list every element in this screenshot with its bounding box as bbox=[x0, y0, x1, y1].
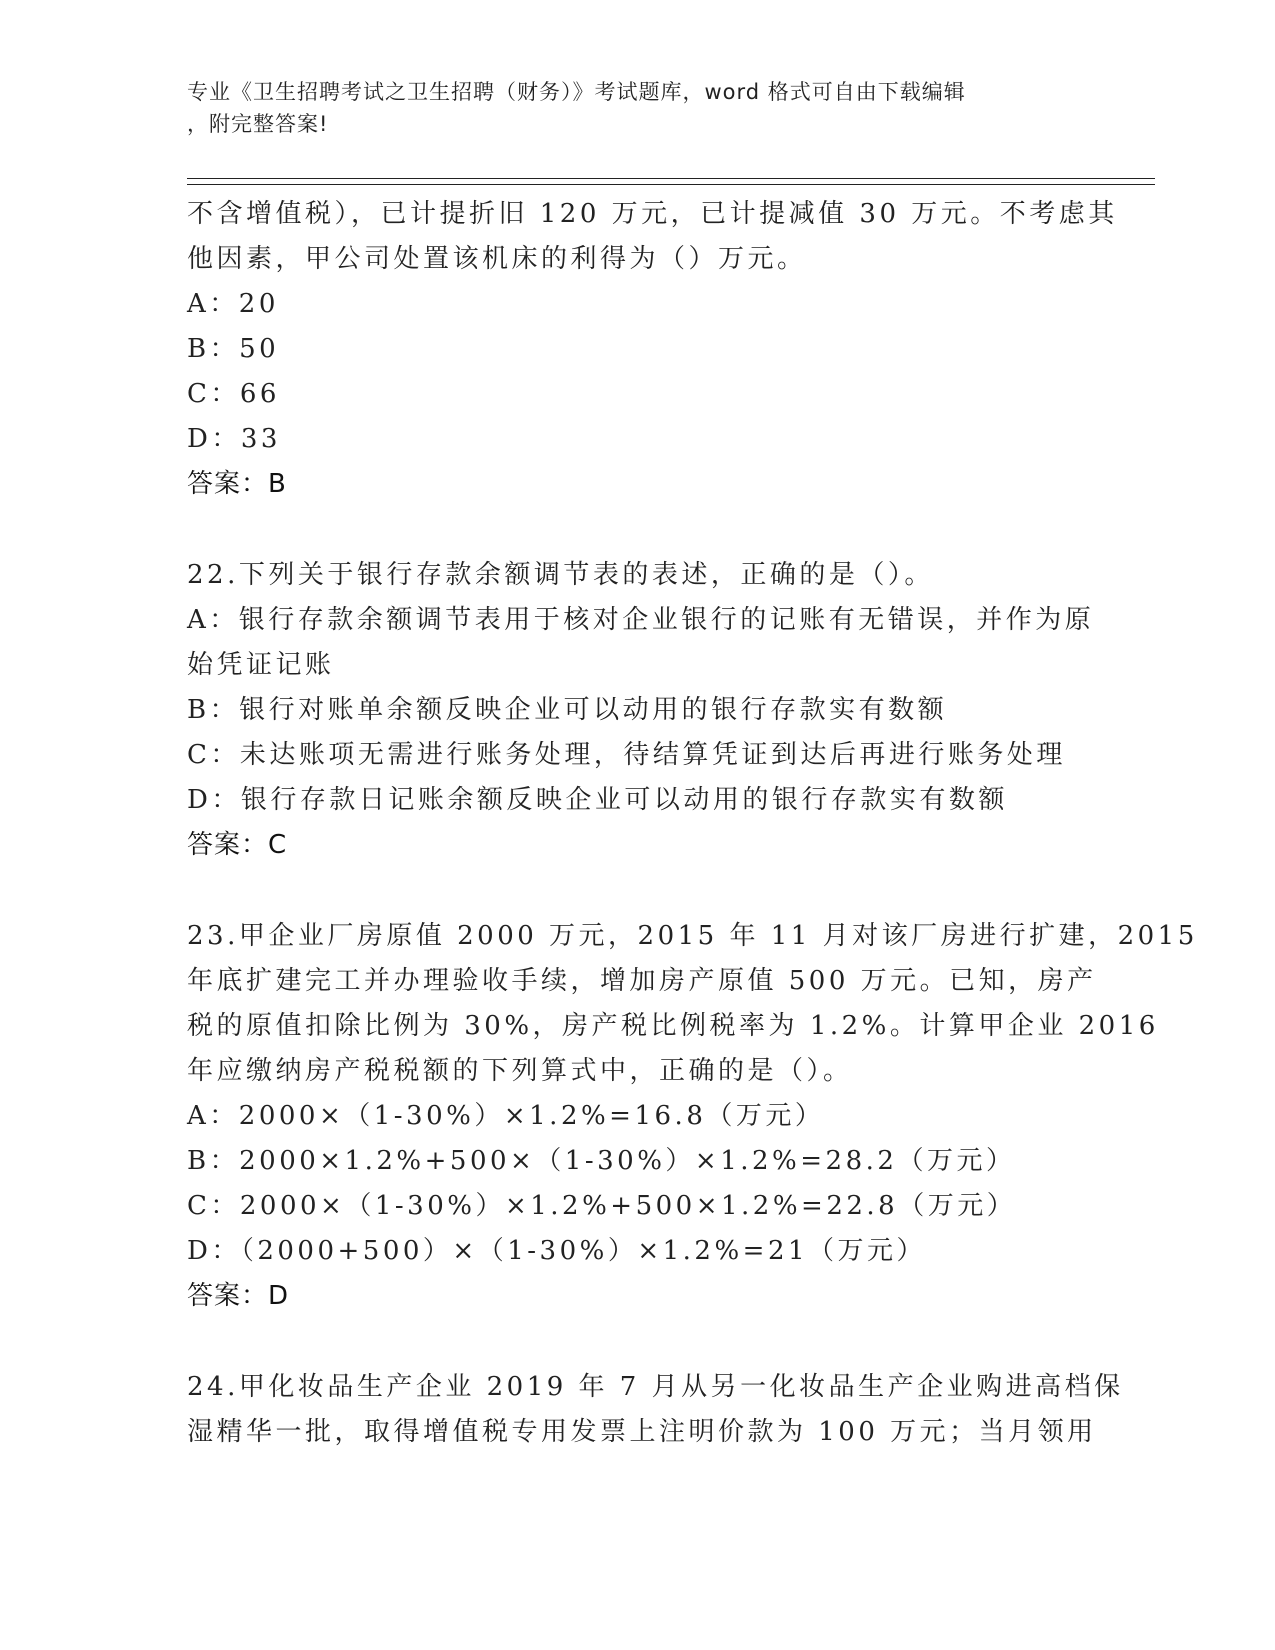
question-stem-line: 22.下列关于银行存款余额调节表的表述，正确的是（）。 bbox=[187, 560, 934, 590]
question-stem-line: 他因素，甲公司处置该机床的利得为（）万元。 bbox=[187, 244, 807, 274]
question-stem-line: 税的原值扣除比例为 30%，房产税比例税率为 1.2%。计算甲企业 2016 bbox=[187, 1011, 1159, 1041]
document-header bbox=[187, 76, 1067, 140]
question-stem-line: 湿精华一批，取得增值税专用发票上注明价款为 100 万元；当月领用 bbox=[187, 1417, 1097, 1447]
option-c: C：66 bbox=[187, 379, 280, 409]
spacer bbox=[187, 1319, 1087, 1365]
option-a: A：2000×（1-30%）×1.2%=16.8（万元） bbox=[187, 1101, 825, 1131]
answer-line: 答案：B bbox=[187, 469, 287, 499]
question-stem-line: 24.甲化妆品生产企业 2019 年 7 月从另一化妆品生产企业购进高档保 bbox=[187, 1372, 1124, 1402]
question-stem-line: 年底扩建完工并办理验收手续，增加房产原值 500 万元。已知，房产 bbox=[187, 966, 1097, 996]
question-stem-line: 不含增值税），已计提折旧 120 万元，已计提减值 30 万元。不考虑其 bbox=[187, 199, 1118, 229]
header-line-2: ，附完整答案! bbox=[187, 112, 329, 136]
option-a: A：20 bbox=[187, 289, 279, 319]
spacer bbox=[187, 868, 1087, 914]
answer-line: 答案：D bbox=[187, 1281, 290, 1311]
header-divider-bottom bbox=[187, 184, 1155, 185]
spacer bbox=[187, 507, 1087, 553]
question-stem-line: 年应缴纳房产税税额的下列算式中，正确的是（）。 bbox=[187, 1056, 853, 1086]
option-d: D：（2000+500）×（1-30%）×1.2%=21（万元） bbox=[187, 1236, 927, 1266]
option-d: D：银行存款日记账余额反映企业可以动用的银行存款实有数额 bbox=[187, 785, 1008, 815]
option-a-continued: 始凭证记账 bbox=[187, 650, 335, 680]
option-c: C：2000×（1-30%）×1.2%+500×1.2%=22.8（万元） bbox=[187, 1191, 1017, 1221]
option-b: B：2000×1.2%+500×（1-30%）×1.2%=28.2（万元） bbox=[187, 1146, 1016, 1176]
option-c: C：未达账项无需进行账务处理，待结算凭证到达后再进行账务处理 bbox=[187, 740, 1066, 770]
question-list bbox=[187, 192, 1198, 1455]
option-b: B：银行对账单余额反映企业可以动用的银行存款实有数额 bbox=[187, 695, 948, 725]
option-d: D：33 bbox=[187, 424, 281, 454]
option-b: B：50 bbox=[187, 334, 280, 364]
header-divider-top bbox=[187, 178, 1155, 179]
question-24 bbox=[187, 1365, 1124, 1455]
question-23 bbox=[187, 914, 1198, 1319]
answer-line: 答案：C bbox=[187, 830, 288, 860]
question-21 bbox=[187, 192, 1118, 507]
question-22 bbox=[187, 553, 1095, 868]
header-line-1: 专业《卫生招聘考试之卫生招聘（财务）》考试题库，word 格式可自由下载编辑 bbox=[187, 80, 966, 104]
option-a: A：银行存款余额调节表用于核对企业银行的记账有无错误，并作为原 bbox=[187, 605, 1095, 635]
question-stem-line: 23.甲企业厂房原值 2000 万元，2015 年 11 月对该厂房进行扩建，2015 bbox=[187, 921, 1198, 951]
